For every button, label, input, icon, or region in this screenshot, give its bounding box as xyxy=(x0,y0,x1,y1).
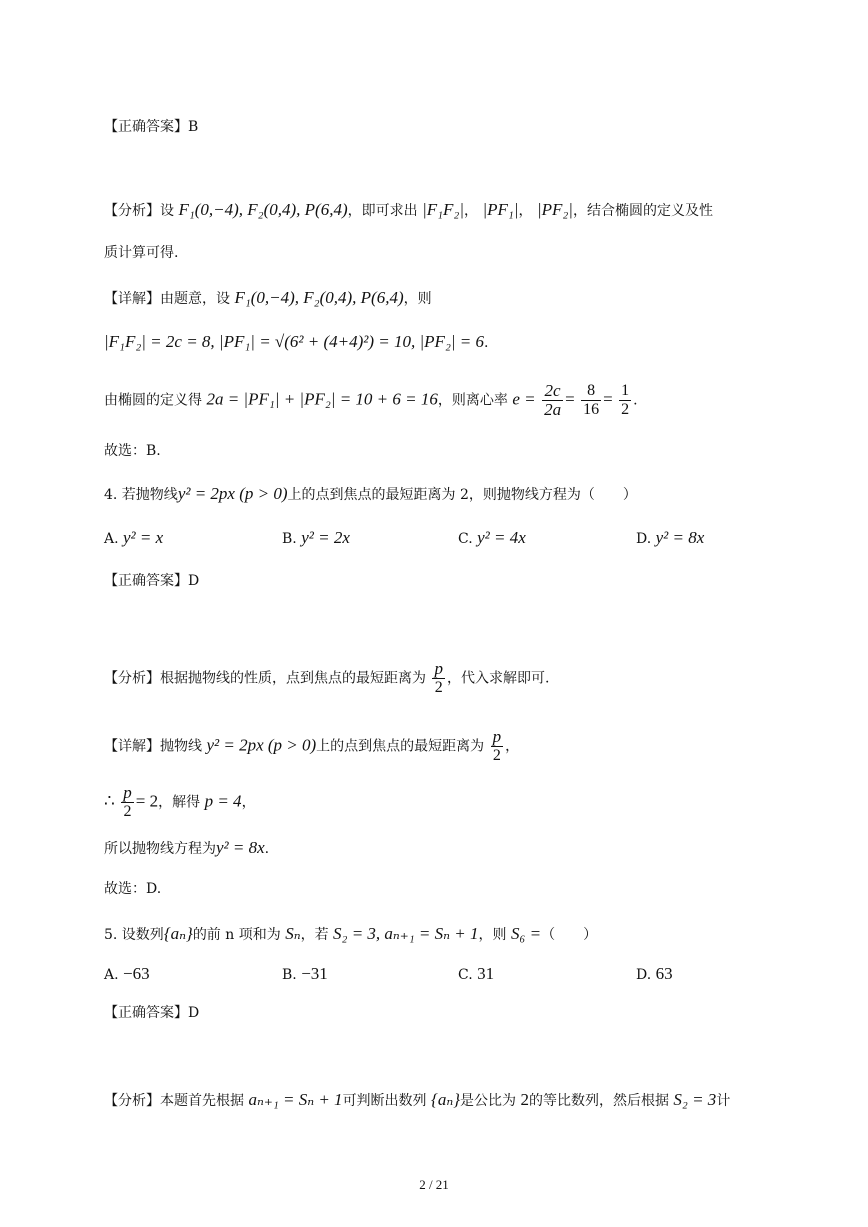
answer-line: 【正确答案】D xyxy=(104,1005,200,1021)
option-d: D. y² = 8x xyxy=(636,528,705,547)
math-2a: 2a = |PF₁| + |PF₂| = 10 + 6 = 16 xyxy=(206,389,438,409)
question-4-stem: 4. 若抛物线y² = 2px (p > 0)上的点到焦点的最短距离为 2，则抛物线方程为（ ） xyxy=(104,484,637,503)
question-5-stem: 5. 设数列{aₙ}的前 n 项和为 Sₙ，若 S₂ = 3, aₙ₊₁ = Sₙ + 1，则 S₆ =（ ） xyxy=(104,924,598,943)
math-points: F₁(0,−4), F₂(0,4), P(6,4) xyxy=(234,288,404,307)
choose-line: 故选：D. xyxy=(104,881,162,897)
fraction-2c-2a: $\frac{2c}{2a}$ xyxy=(544,381,562,419)
detail-line-3: 所以抛物线方程为y² = 8x. xyxy=(104,838,270,857)
detail-line: 【详解】抛物线 y² = 2px (p > 0)上的点到焦点的最短距离为 $\frac{p}{2}$ ， xyxy=(104,727,520,764)
page-number: 2 / 21 xyxy=(419,1177,449,1192)
option-a: A. y² = x xyxy=(104,528,164,547)
detail-line-2: ∴ $\frac{p}{2}$ = 2，解得 p = 4， xyxy=(104,783,256,820)
math-f1f2: |F₁F₂| xyxy=(422,200,465,219)
analysis-line: 【分析】设 F₁(0,−4), F₂(0,4), P(6,4)，即可求出 |F₁F₂|， |PF₁|， |PF₂|，结合椭圆的定义及性 xyxy=(104,200,713,219)
option-d: D. 63 xyxy=(636,964,673,983)
fraction-p-2: $\frac{p}{2}$ xyxy=(434,659,443,696)
option-c: C. y² = 4x xyxy=(458,528,526,547)
fraction-p-2: $\frac{p}{2}$ xyxy=(123,783,132,820)
option-a: A. −63 xyxy=(104,964,150,983)
option-c: C. 31 xyxy=(458,964,495,983)
detail-line-2: |F₁F₂| = 2c = 8, |PF₁| = √(6² + (4+4)²) = 10, |PF₂| = 6. xyxy=(104,332,489,351)
detail-line-3: 由椭圆的定义得 2a = |PF₁| + |PF₂| = 10 + 6 = 16，则离心率 e = $\frac{2c}{2a}$ = $\frac{8}{16}$ = $\frac{1}{2}$ . xyxy=(104,381,638,419)
fraction-p-2: $\frac{p}{2}$ xyxy=(492,727,502,764)
detail-line: 【详解】由题意，设 F₁(0,−4), F₂(0,4), P(6,4)，则 xyxy=(104,288,432,307)
choose-line: 故选：B. xyxy=(104,443,161,459)
analysis-line-2: 质计算可得. xyxy=(104,245,179,261)
answer-line: 【正确答案】D xyxy=(104,573,200,589)
math-pf1: |PF₁| xyxy=(482,200,519,219)
math-distances: |F₁F₂| = 2c = 8, |PF₁| = √(6² + (4+4)²) = 10, |PF₂| = 6 xyxy=(104,332,485,351)
option-b: B. −31 xyxy=(282,964,328,983)
fraction-1-2: $\frac{1}{2}$ xyxy=(621,382,630,418)
math-points: F₁(0,−4), F₂(0,4), P(6,4) xyxy=(178,200,348,219)
math-pf2: |PF₂| xyxy=(536,200,573,219)
answer-line: 【正确答案】B xyxy=(104,119,199,135)
analysis-line: 【分析】本题首先根据 aₙ₊₁ = Sₙ + 1可判断出数列 {aₙ}是公比为 2的等比数列，然后根据 S₂ = 3计 xyxy=(104,1090,731,1109)
option-b: B. y² = 2x xyxy=(282,528,350,547)
analysis-line: 【分析】根据抛物线的性质，点到焦点的最短距离为 $\frac{p}{2}$ ，代入求解即可. xyxy=(104,659,550,696)
fraction-8-16: $\frac{8}{16}$ xyxy=(583,382,600,418)
